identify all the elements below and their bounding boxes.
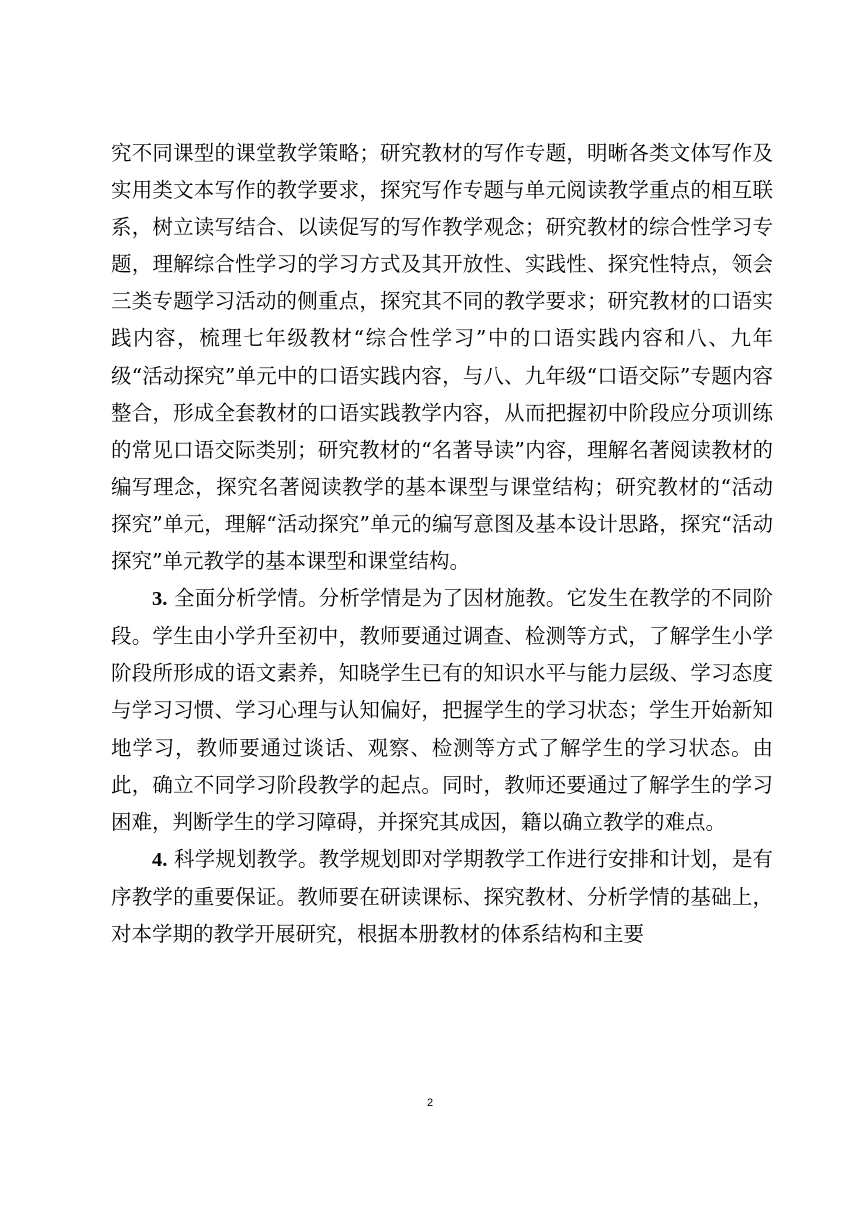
page-number: 2 [426,1097,434,1109]
paragraph-text: 科学规划教学。教学规划即对学期教学工作进行安排和计划，是有序教学的重要保证。教师要在研读课标、探究教材、分析学情的基础上，对本学期的教学开展研究，根据本册教材的体系结构和主要 [111,846,773,946]
paragraph-item-3 [111,580,773,841]
paragraph-text: 究不同课型的课堂教学策略；研究教材的写作专题，明晰各类文体写作及实用类文本写作的教学要求，探究写作专题与单元阅读教学重点的相互联系，树立读写结合、以读促写的写作教学观念；研究教材的综合性学习专题，理解综合性学习的学习方式及其开放性、实践性、探究性特点，领会三类专题学习活动的侧重点，探究其不同的教学要求；研究教材的口语实践内容，梳理七年级教材“综合性学习”中的口语实践内容和八、九年级“活动探究”单元中的口语实践内容，与八、九年级“口语交际”专题内容整合，形成全套教材的口语实践教学内容，从而把握初中阶段应分项训练的常见口语交际类别；研究教材的“名著导读”内容，理解名著阅读教材的编写理念，探究名著阅读教学的基本课型与课堂结构；研究教材的“活动探究”单元，理解“活动探究”单元的编写意图及基本设计思路，探究“活动探究”单元教学的基本课型和课堂结构。 [111,141,773,574]
paragraph-text: 全面分析学情。分析学情是为了因材施教。它发生在教学的不同阶段。学生由小学升至初中，教师要通过调查、检测等方式，了解学生小学阶段所形成的语文素养，知晓学生已有的知识水平与能力层级、学习态度与学习习惯、学习心理与认知偏好，把握学生的学习状态；学生开始新知地学习，教师要通过谈话、观察、检测等方式了解学生的学习状态。由此，确立不同学习阶段教学的起点。同时，教师还要通过了解学生的学习困难，判断学生的学习障碍，并探究其成因，籍以确立教学的难点。 [111,586,773,834]
paragraph-number: 4. [152,848,168,871]
paragraph-item-4 [111,841,773,953]
paragraph-continued [111,135,773,580]
paragraph-number: 3. [152,588,168,611]
document-body [111,135,773,953]
